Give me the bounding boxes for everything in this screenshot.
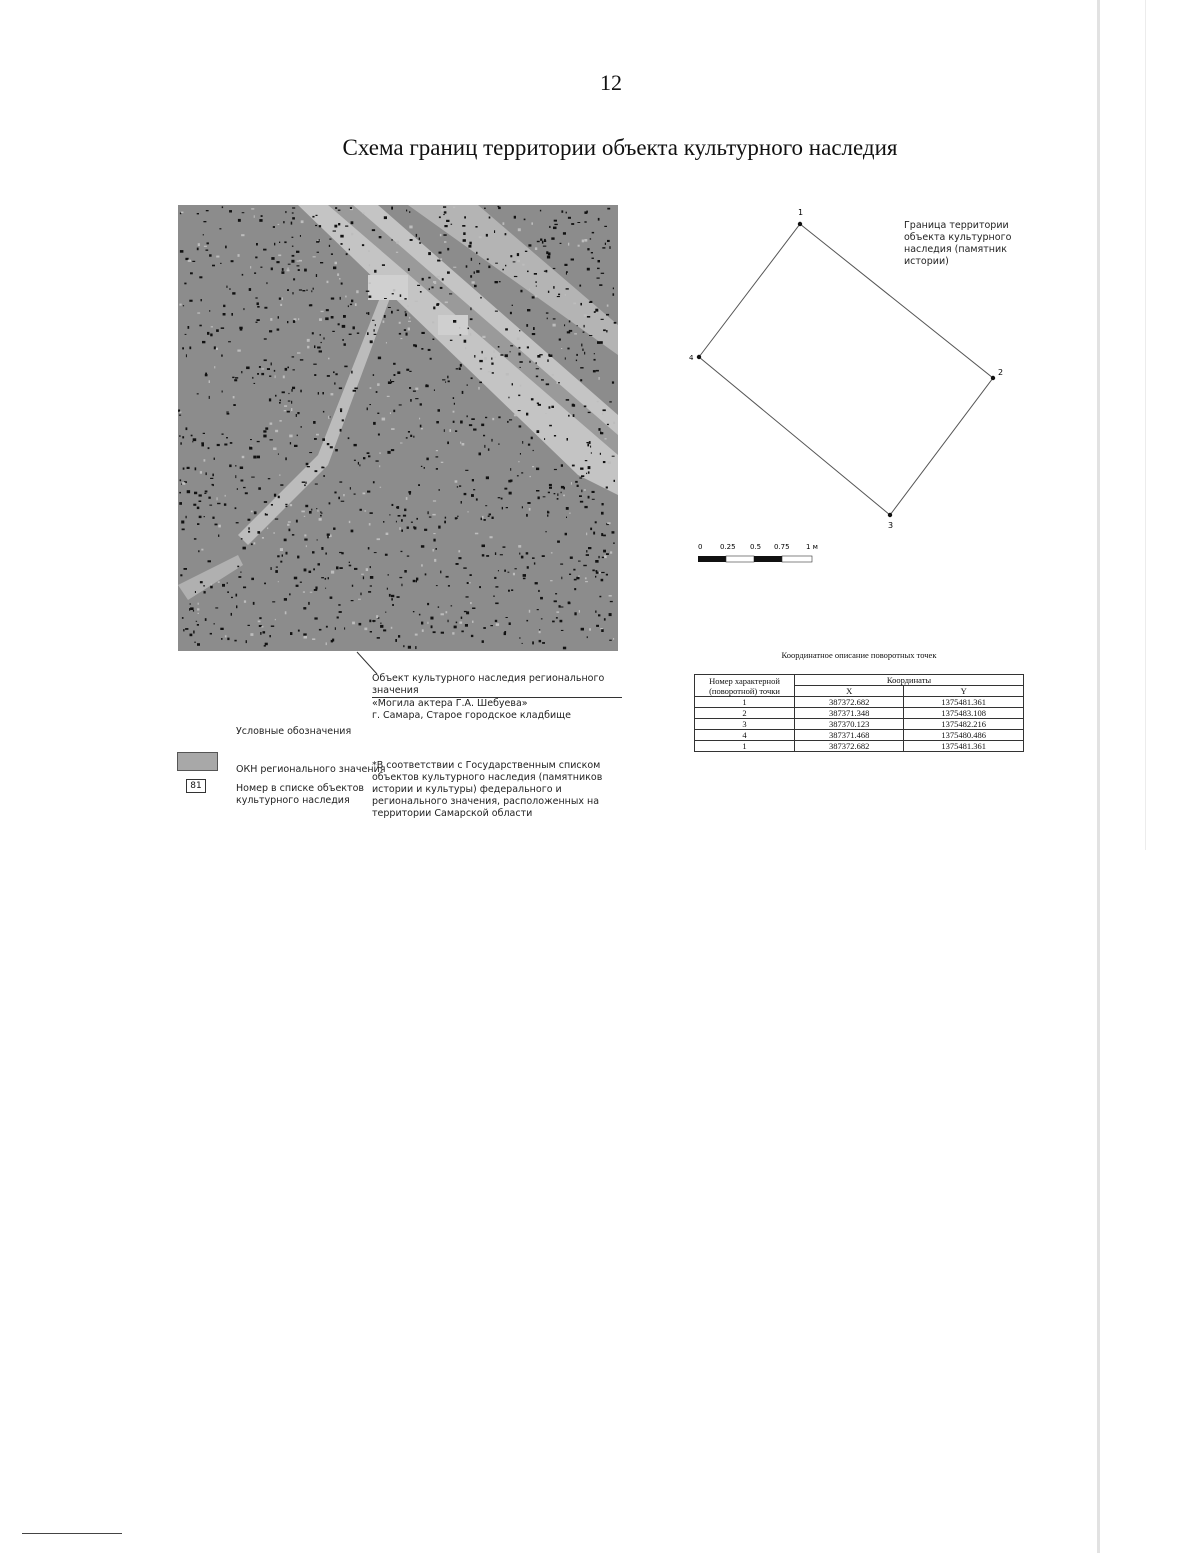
bottom-rule (22, 1533, 122, 1534)
map-callout (372, 673, 622, 722)
cell-y: 1375483.108 (904, 708, 1024, 719)
cell-point: 1 (695, 697, 795, 708)
cell-x: 387372.682 (795, 697, 904, 708)
coordinates-table (694, 674, 1024, 752)
page-number: 12 (600, 70, 622, 95)
cell-x: 387371.348 (795, 708, 904, 719)
scale-label: 1 м (806, 543, 818, 551)
scan-edge-line (1097, 0, 1100, 1553)
cell-y: 1375481.361 (904, 697, 1024, 708)
boundary-point-1 (798, 222, 802, 226)
legend-title: Условные обозначения (236, 726, 352, 737)
header-y: Y (904, 686, 1024, 697)
table-row (695, 708, 1024, 719)
cell-x: 387370.123 (795, 719, 904, 730)
table-row (695, 697, 1024, 708)
legend-label-number: Номер в списке объектов культурного наследия (236, 783, 364, 806)
legend-footnote: *В соответствии с Государственным списком объектов культурного наследия (памятников истории и культуры) федерального и регионального значения, расположенных на территории Самарской области (372, 760, 603, 819)
scale-label: 0.75 (774, 543, 790, 551)
header-point: Номер характерной (поворотной) точки (695, 675, 795, 697)
table-row (695, 741, 1024, 752)
diagram-legend-label: Граница территории объекта культурного наследия (памятник истории) (904, 220, 1012, 267)
boundary-point-3 (888, 513, 892, 517)
point-label-3: 3 (888, 521, 894, 530)
table-row (695, 719, 1024, 730)
callout-line-1: Объект культурного наследия регионального значения (372, 673, 622, 698)
boundary-point-2 (991, 376, 995, 380)
cell-x: 387371.468 (795, 730, 904, 741)
boundary-point-4 (697, 355, 701, 359)
callout-leader (355, 650, 385, 680)
cell-y: 1375482.216 (904, 719, 1024, 730)
map-building (438, 315, 468, 335)
cell-y: 1375481.361 (904, 741, 1024, 752)
table-row (695, 730, 1024, 741)
cell-x: 387372.682 (795, 741, 904, 752)
legend-swatch-okn (177, 752, 218, 771)
header-coords: Координаты (795, 675, 1024, 686)
scale-label: 0.25 (720, 543, 736, 551)
coordinates-title: Координатное описание поворотных точек (781, 650, 937, 660)
legend-label-okn: ОКН регионального значения (236, 764, 386, 775)
cell-point: 1 (695, 741, 795, 752)
scale-label: 0 (698, 543, 703, 551)
scan-edge-line-faint (1145, 0, 1146, 850)
callout-line-2: «Могила актера Г.А. Шебуева» (372, 698, 528, 709)
cell-point: 4 (695, 730, 795, 741)
page-title: Схема границ территории объекта культурного наследия (342, 135, 898, 160)
scale-label: 0.5 (750, 543, 762, 551)
point-label-2: 2 (998, 368, 1004, 377)
point-label-1: 1 (798, 208, 804, 217)
point-label-4: 4 (689, 354, 694, 362)
cell-point: 3 (695, 719, 795, 730)
scale-bar (698, 543, 818, 562)
map-building (368, 275, 408, 300)
cell-y: 1375480.486 (904, 730, 1024, 741)
aerial-map (178, 205, 618, 651)
callout-line-3: г. Самара, Старое городское кладбище (372, 710, 571, 721)
cell-point: 2 (695, 708, 795, 719)
legend-number-box: 81 (186, 779, 206, 793)
header-x: X (795, 686, 904, 697)
